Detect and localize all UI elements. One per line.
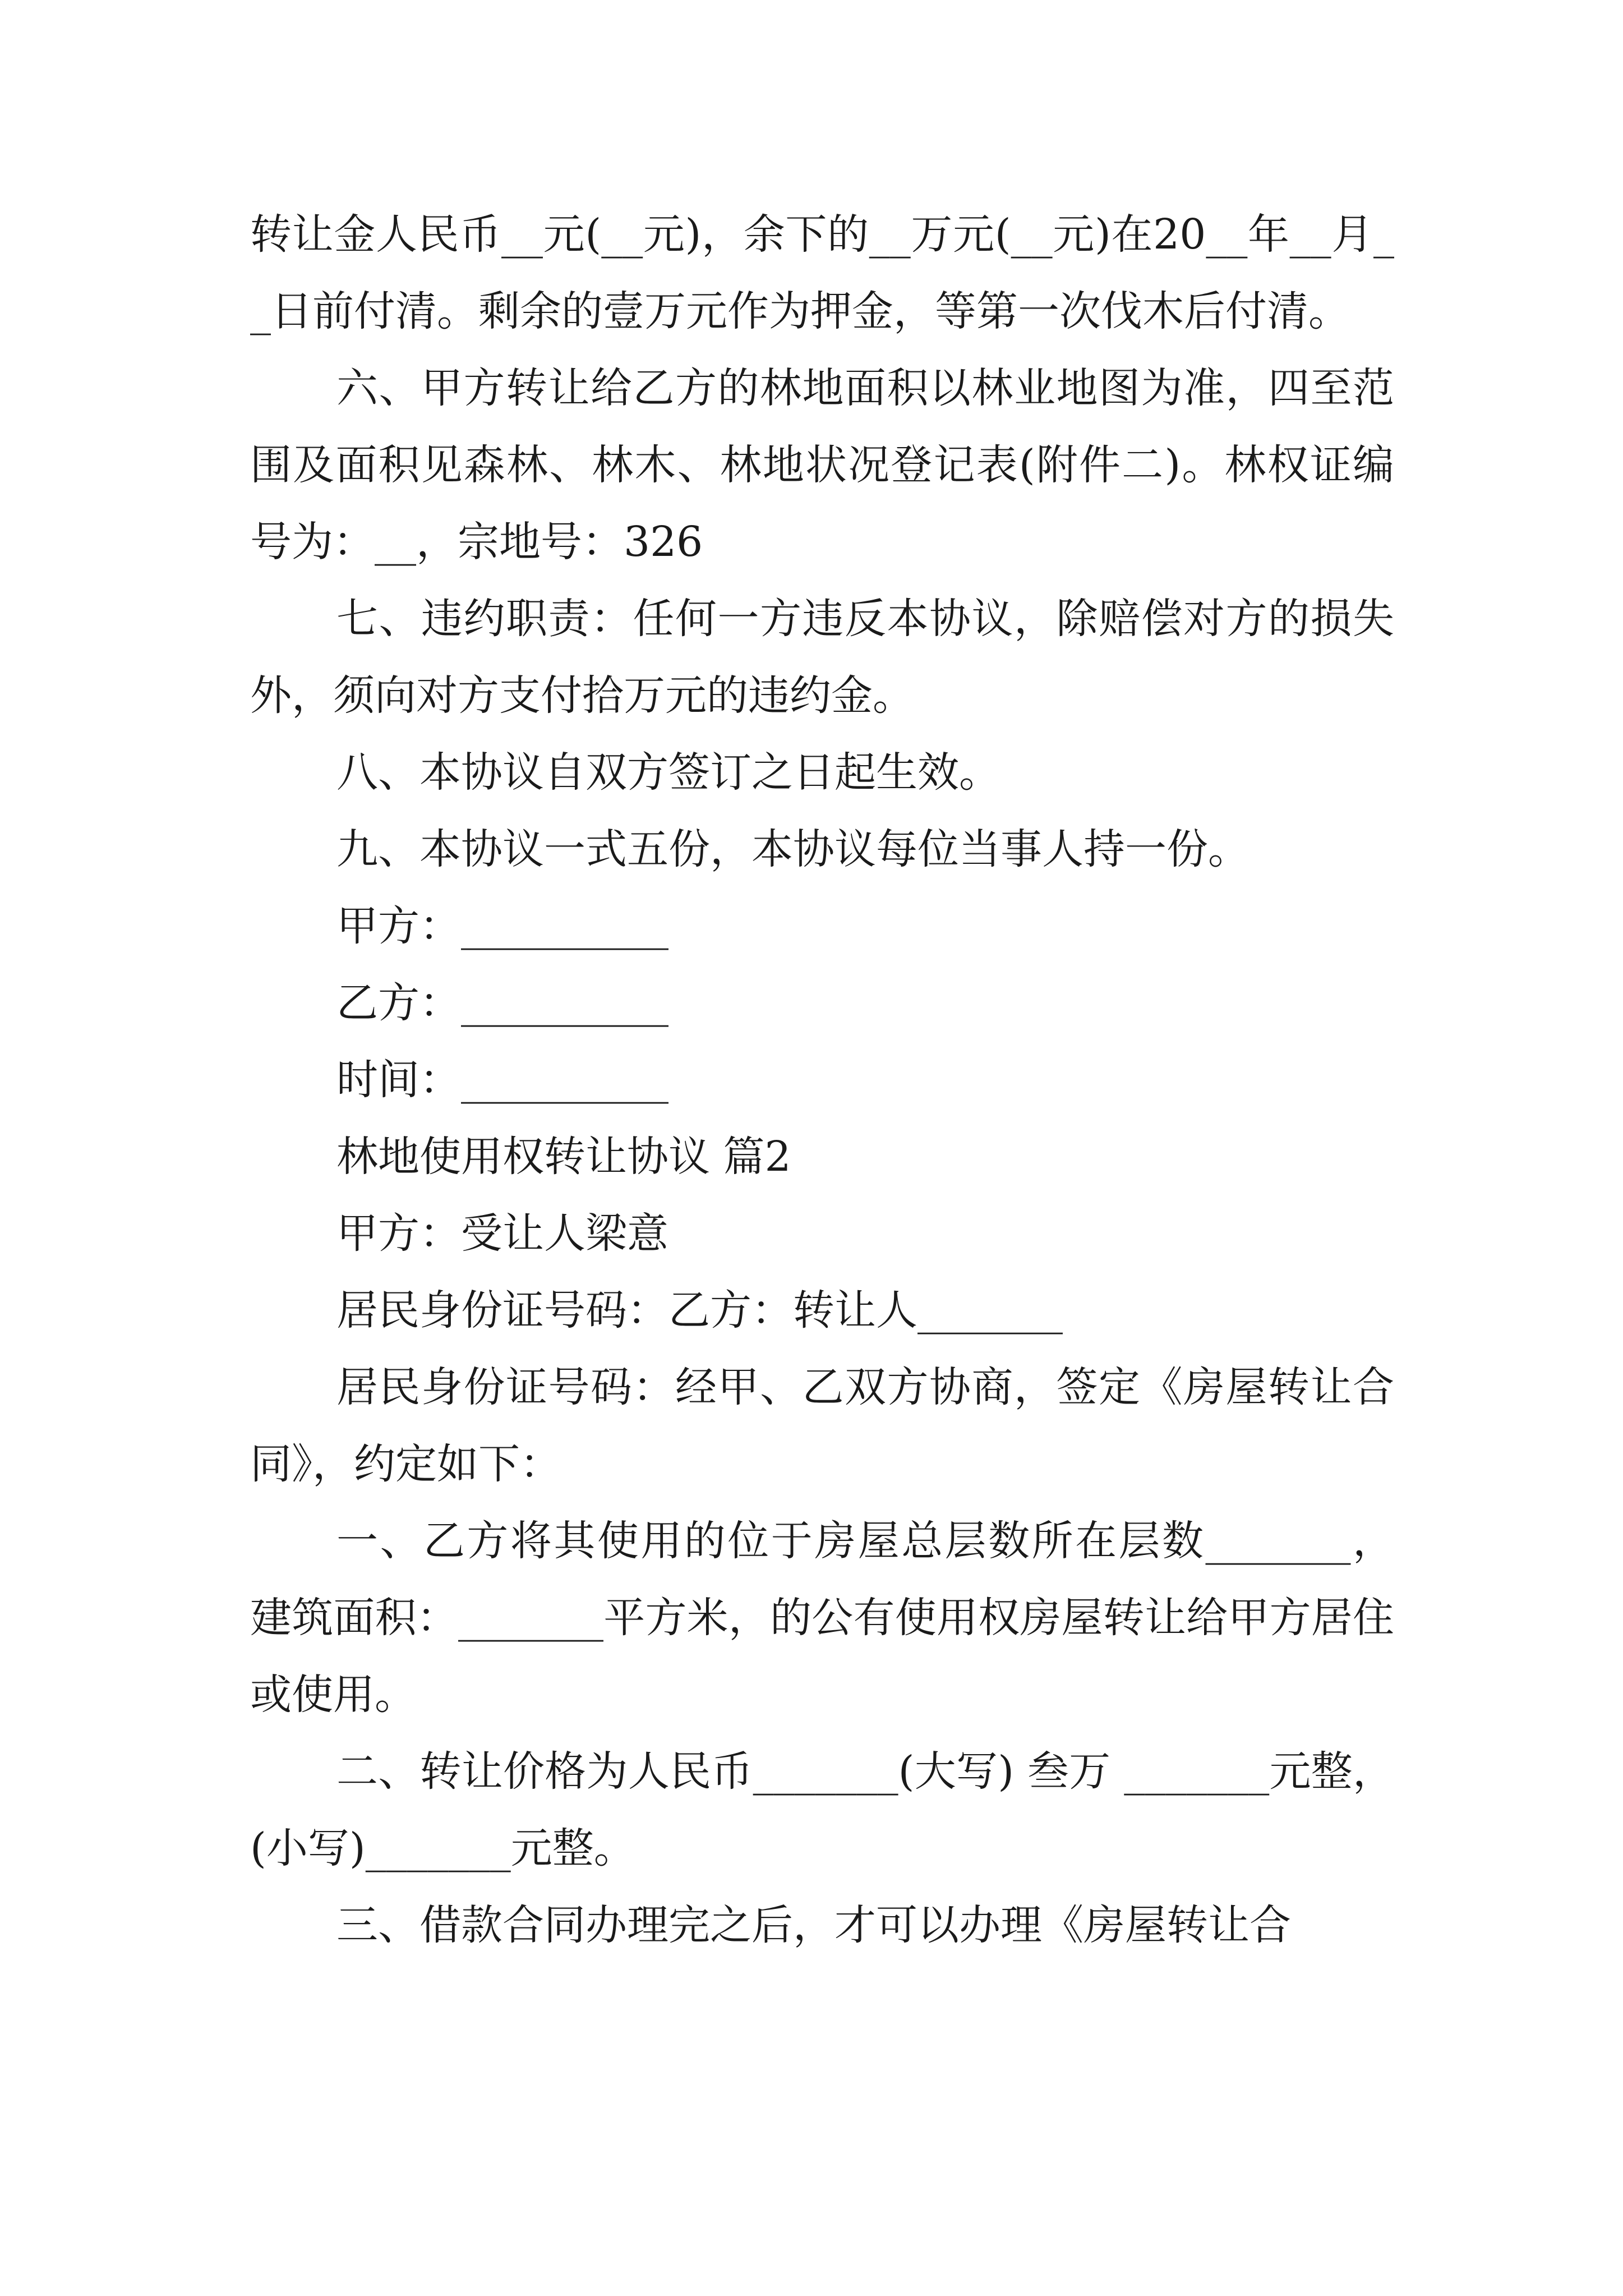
- section-heading-part-2: 林地使用权转让协议 篇2: [336, 1133, 791, 1181]
- signature-party-a: 甲方：__________: [336, 902, 668, 950]
- paragraph-payment-terms: 转让金人民币__元(__元)，余下的__万元(__元)在20__年__月__日前付清。剩余的壹万元作为押金，等第一次伐木后付清。: [250, 210, 1394, 335]
- paragraph-clause-6: 六、甲方转让给乙方的林地面积以林业地图为准，四至范围及面积见森林、林木、林地状况登记表(附件二)。林权证编号为：__，宗地号：326: [250, 364, 1394, 566]
- paragraph-clause-2: 二、转让价格为人民币_______(大写) 叁万 _______元整，(小写)_______元整。: [250, 1747, 1394, 1872]
- document-body: [250, 196, 1394, 1964]
- paragraph-clause-8: 八、本协议自双方签订之日起生效。: [336, 748, 1000, 797]
- paragraph-party-a: 甲方：受让人梁意: [336, 1209, 668, 1258]
- paragraph-clause-1: 一、乙方将其使用的位于房屋总层数所在层数_______，建筑面积：_______平方米，的公有使用权房屋转让给甲方居住或使用。: [250, 1517, 1394, 1719]
- signature-party-b: 乙方：__________: [336, 979, 668, 1027]
- paragraph-clause-3: 三、借款合同办理完之后，才可以办理《房屋转让合: [336, 1901, 1291, 1949]
- paragraph-agreement-intro: 居民身份证号码：经甲、乙双方协商，签定《房屋转让合同》，约定如下：: [250, 1363, 1394, 1488]
- paragraph-clause-7: 七、违约职责：任何一方违反本协议，除赔偿对方的损失外，须向对方支付拾万元的违约金。: [250, 595, 1394, 720]
- paragraph-id-party-b: 居民身份证号码：乙方：转让人_______: [336, 1286, 1063, 1335]
- paragraph-clause-9: 九、本协议一式五份，本协议每位当事人持一份。: [336, 825, 1249, 873]
- signature-date: 时间：__________: [336, 1056, 668, 1104]
